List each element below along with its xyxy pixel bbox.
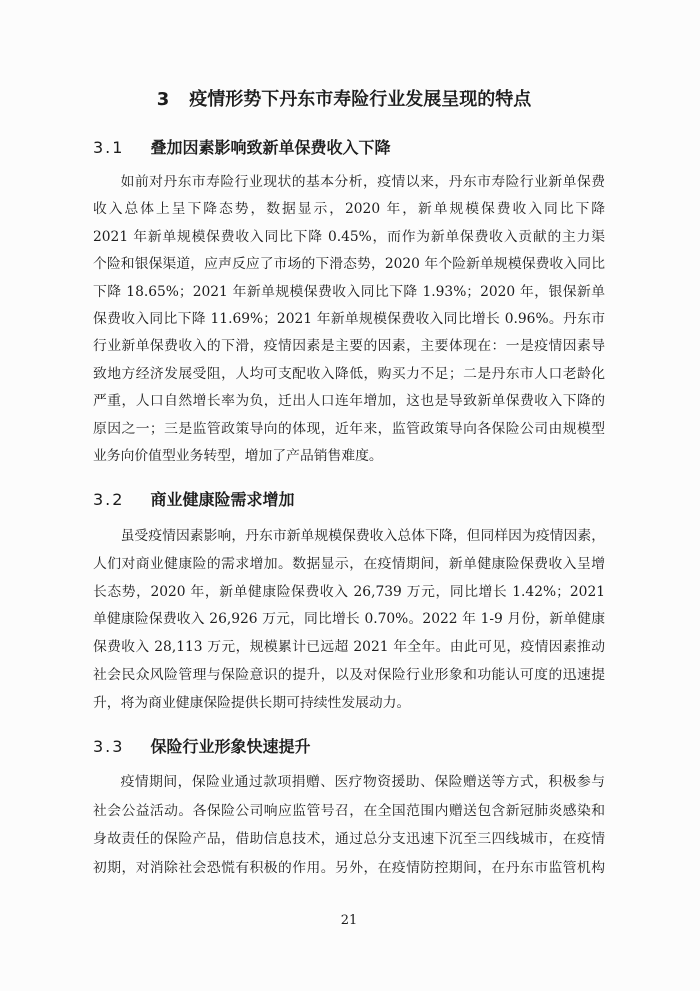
text-line: 收入总体上呈下降态势，数据显示，2020 年，新单规模保费收入同比下降 (93, 201, 605, 218)
paragraph (93, 768, 605, 882)
section-heading (93, 490, 294, 510)
text-line: 疫情期间，保险业通过款项捐赠、医疗物资援助、保险赠送等方式，积极参与 (120, 774, 605, 790)
section-number: 3.2 (93, 490, 125, 509)
chapter-number: 3 (156, 89, 170, 110)
text-line: 初期，对消除社会恐慌有积极的作用。另外，在疫情防控期间，在丹东市监管机构 (93, 859, 605, 876)
text-line: 下降 18.65%；2021 年新单规模保费收入同比下降 1.93%；2020 年，银保新单 (93, 283, 605, 300)
text-line: 人们对商业健康险的需求增加。数据显示，在疫情期间，新单健康险保费收入呈增 (93, 555, 605, 572)
text-line: 2021 年新单规模保费收入同比下降 0.45%，而作为新单保费收入贡献的主力渠 (93, 228, 605, 245)
text-line: 致地方经济发展受阻，人均可支配收入降低，购买力不足；二是丹东市人口老龄化 (93, 365, 605, 382)
section-heading (93, 138, 390, 158)
text-line: 单健康险保费收入 26,926 万元，同比增长 0.70%。2022 年 1-9 月份，新单健康 (93, 611, 605, 628)
text-line: 如前对丹东市寿险行业现状的基本分析，疫情以来，丹东市寿险行业新单保费 (120, 174, 605, 190)
chapter-title-text: 疫情形势下丹东市寿险行业发展呈现的特点 (189, 89, 532, 110)
paragraph (93, 169, 605, 470)
section-number: 3.3 (93, 737, 125, 756)
text-line: 保费收入 28,113 万元，规模累计已远超 2021 年全年。由此可见，疫情因素推动 (93, 639, 605, 656)
page-number: 21 (340, 913, 358, 928)
text-line: 升，将为商业健康保险提供长期可持续性发展动力。 (93, 694, 411, 711)
text-line: 长态势，2020 年，新单健康险保费收入 26,739 万元，同比增长 1.42%；2021 (93, 583, 605, 600)
section-heading-text: 保险行业形象快速提升 (150, 737, 311, 756)
paragraph (93, 523, 605, 718)
text-line: 社会民众风险管理与保险意识的提升，以及对保险行业形象和功能认可度的迅速提 (93, 666, 605, 683)
text-line: 虽受疫情因素影响，丹东市新单规模保费收入总体下降，但同样因为疫情因素， (120, 528, 605, 544)
section-number: 3.1 (93, 138, 125, 157)
text-line: 行业新单保费收入的下滑，疫情因素是主要的因素，主要体现在：一是疫情因素导 (93, 338, 605, 355)
text-line: 个险和银保渠道，应声反应了市场的下滑态势，2020 年个险新单规模保费收入同比 (93, 256, 605, 273)
text-line: 严重，人口自然增长率为负，迁出人口连年增加，这也是导致新单保费收入下降的 (93, 393, 605, 410)
section-heading-text: 叠加因素影响致新单保费收入下降 (150, 138, 391, 157)
text-line: 业务向价值型业务转型，增加了产品销售难度。 (93, 447, 383, 464)
text-line: 原因之一；三是监管政策导向的体现，近年来，监管政策导向各保险公司由规模型 (93, 420, 605, 437)
text-line: 保费收入同比下降 11.69%；2021 年新单规模保费收入同比增长 0.96%。丹东市 (93, 310, 605, 327)
chapter-title (0, 88, 688, 112)
section-heading (93, 737, 310, 757)
section-heading-text: 商业健康险需求增加 (150, 490, 295, 509)
text-line: 社会公益活动。各保险公司响应监管号召，在全国范围内赠送包含新冠肺炎感染和 (93, 802, 605, 819)
text-line: 身故责任的保险产品，借助信息技术，通过总分支迅速下沉至三四线城市，在疫情 (93, 831, 605, 848)
